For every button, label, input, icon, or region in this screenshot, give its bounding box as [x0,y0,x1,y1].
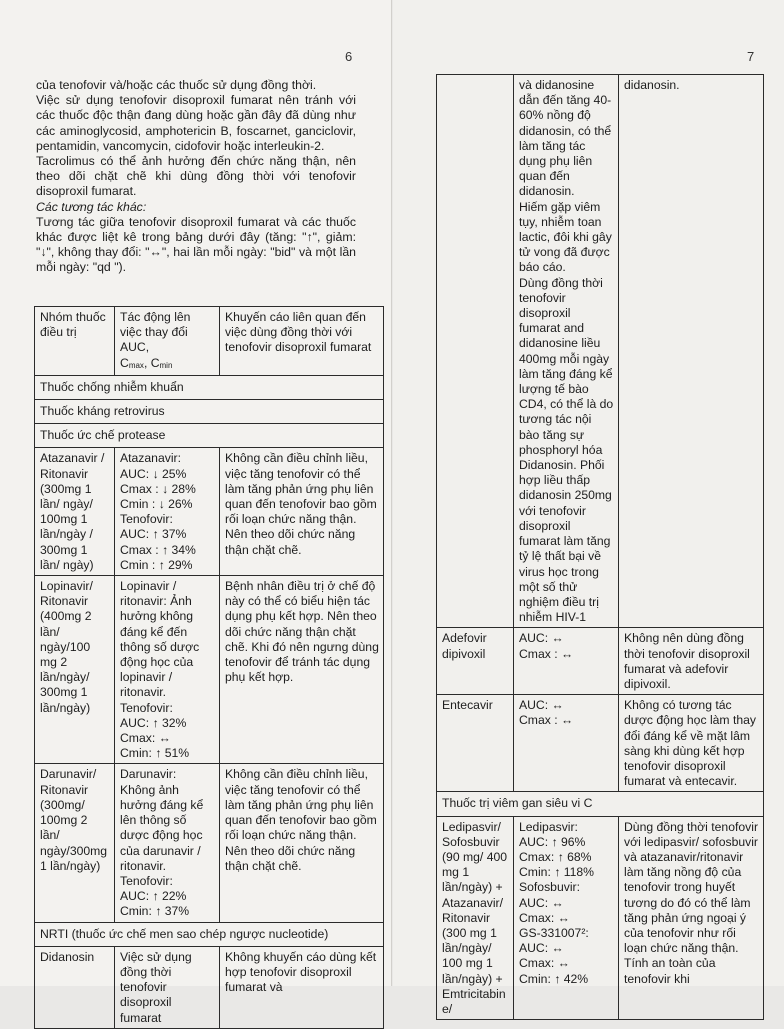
table-row [437,695,764,792]
drug-cell [437,75,514,628]
table-row [35,448,384,576]
section-heading: Các tương tác khác: [36,199,147,214]
paragraph: Tacrolimus có thể ảnh hưởng đến chức năng thận, nên theo dõi chặt chẽ khi dùng đồng thời với tenofovir disoproxil fumarat. [36,154,356,199]
paragraph: của tenofovir và/hoặc các thuốc sử dụng đồng thời. [36,78,317,92]
drug-cell: Atazanavir / Ritonavir (300mg 1 lần/ ngày/ 100mg 1 lần/ngày / 300mg 1 lần/ ngày) [35,448,115,576]
table-row [437,75,764,628]
header-recommendation: Khuyến cáo liên quan đến việc dùng đồng thời với tenofovir disoproxil fumarat [220,307,384,376]
paragraph: Tương tác giữa tenofovir disoproxil fumarat và các thuốc khác được liệt kê trong bảng dưới đây (tăng: "↑", giảm: "↓", không thay đổi: "↔", hai lần mỗi ngày: "bid" và một lần mỗi ngày: "qd "). [36,214,356,275]
section-row [35,400,384,424]
section-hcv: Thuốc trị viêm gan siêu vi C [437,792,764,816]
recommendation-cell: Bệnh nhân điều trị ở chế độ này có thể có biểu hiện tác dụng phụ kết hợp. Nên theo dõi chức năng thận chặt chẽ. Khi đó nên ngưng dùng tenofovir để tránh tác dụng phụ kết hợp. [220,576,384,764]
section-row [35,375,384,399]
body-text [36,78,356,276]
section-antiretroviral: Thuốc kháng retrovirus [35,400,384,424]
drug-cell: Lopinavir/ Ritonavir (400mg 2 lần/ ngày/100 mg 2 lần/ngày/ 300mg 1 lần/ngày) [35,576,115,764]
interaction-table [34,306,384,1029]
paragraph: Việc sử dụng tenofovir disoproxil fumarat nên tránh với các thuốc độc thận đang dùng hoặc gần đây đã dùng như các aminoglycosid, amphotericin B, foscarnet, ganciclovir, pentamidin, vancomycin, cidofovir hoặc interleukin-2. [36,93,356,153]
recommendation-cell: didanosin. [619,75,764,628]
recommendation-cell: Không khuyến cáo dùng kết hợp tenofovir disoproxil fumarat và [220,946,384,1028]
section-anti-infective: Thuốc chống nhiễm khuẩn [35,375,384,399]
table-row [35,576,384,764]
drug-cell: Didanosin [35,946,115,1028]
effect-cell: Việc sử dụng đồng thời tenofovir disoproxil fumarat [115,946,220,1028]
effect-cell: AUC: ↔ Cmax : ↔ [514,695,619,792]
table-row [35,946,384,1028]
drug-cell: Adefovir dipivoxil [437,628,514,695]
recommendation-cell: Không có tương tác dược động học làm thay đổi đáng kể về mặt lâm sàng khi dùng kết hợp tenofovir disoproxil fumarat và entecavir. [619,695,764,792]
effect-cell: Ledipasvir: AUC: ↑ 96% Cmax: ↑ 68% Cmin: ↑ 118% Sofosbuvir: AUC: ↔ Cmax: ↔ GS-331007²: AUC: ↔ Cmax: ↔ Cmin: ↑ 42% [514,816,619,1020]
interaction-table-continued [436,74,764,1020]
right-page [393,0,784,1016]
table-row [35,764,384,922]
page-number: 6 [345,49,353,64]
section-row [35,922,384,946]
drug-cell: Entecavir [437,695,514,792]
recommendation-cell: Không nên dùng đồng thời tenofovir disoproxil fumarat và adefovir dipivoxil. [619,628,764,695]
effect-cell: Lopinavir / ritonavir: Ảnh hưởng không đáng kể đến thông số dược động học của lopinavir / ritonavir. Tenofovir: AUC: ↑ 32% Cmax: ↔ Cmin: ↑ 51% [115,576,220,764]
drug-cell: Ledipasvir/ Sofosbuvir (90 mg/ 400 mg 1 lần/ngày) + Atazanavir/ Ritonavir (300 mg 1 lần/ngày/ 100 mg 1 lần/ngày) + Emtricitabine/ [437,816,514,1020]
left-page [0,0,392,1025]
section-nrti: NRTI (thuốc ức chế men sao chép ngược nucleotide) [35,922,384,946]
section-row [35,424,384,448]
drug-cell: Darunavir/ Ritonavir (300mg/ 100mg 2 lần/ ngày/300mg 1 lần/ngày) [35,764,115,922]
effect-cell: AUC: ↔ Cmax : ↔ [514,628,619,695]
recommendation-cell: Không cần điều chỉnh liều, việc tăng tenofovir có thể làm tăng phản ứng phụ liên quan đến tenofovir bao gồm rối loạn chức năng thận. Nên theo dõi chức năng thận chặt chẽ. [220,764,384,922]
table-header-row [35,307,384,376]
effect-cell: Atazanavir: AUC: ↓ 25% Cmax : ↓ 28% Cmin : ↓ 26% Tenofovir: AUC: ↑ 37% Cmax : ↑ 34% Cmin : ↑ 29% [115,448,220,576]
effect-cell: và didanosine dẫn đến tăng 40-60% nồng độ didanosin, có thể làm tăng tác dụng phụ liên quan đến didanosin. Hiếm gặp viêm tụy, nhiễm toan lactic, đôi khi gây tử vong đã được báo cáo. Dùng đồng thời tenofovir disoproxil fumarat and didanosine liều 400mg mỗi ngày làm tăng đáng kể lượng tế bào CD4, có thể là do tương tác nội bào tăng sự phosphoryl hóa Didanosin. Phối hợp liều thấp didanosin 250mg với tenofovir disoproxil fumarat làm tăng tỷ lệ thất bại về virus học trong một số thử nghiệm điều trị nhiễm HIV-1 [514,75,619,628]
section-protease: Thuốc ức chế protease [35,424,384,448]
section-row [437,792,764,816]
table-row [437,628,764,695]
recommendation-cell: Không cần điều chỉnh liều, việc tăng tenofovir có thể làm tăng phản ứng phụ liên quan đến tenofovir bao gồm rối loạn chức năng thận. Nên theo dõi chức năng thận chặt chẽ. [220,448,384,576]
header-effect: Tác động lên việc thay đổi AUC, Cmax, Cmin [115,307,220,376]
table-row [437,816,764,1020]
recommendation-cell: Dùng đồng thời tenofovir với ledipasvir/ sofosbuvir và atazanavir/ritonavir làm tăng nồng độ của tenofovir trong huyết tương do đó có thể làm tăng phản ứng ngoại ý của tenofovir như rối loạn chức năng thận. Tính an toàn của tenofovir khi [619,816,764,1020]
header-drug-group: Nhóm thuốc điều trị [35,307,115,376]
effect-cell: Darunavir: Không ảnh hưởng đáng kể lên thông số dược động học của darunavir / ritonavir. Tenofovir: AUC: ↑ 22% Cmin: ↑ 37% [115,764,220,922]
page-number: 7 [747,49,755,64]
